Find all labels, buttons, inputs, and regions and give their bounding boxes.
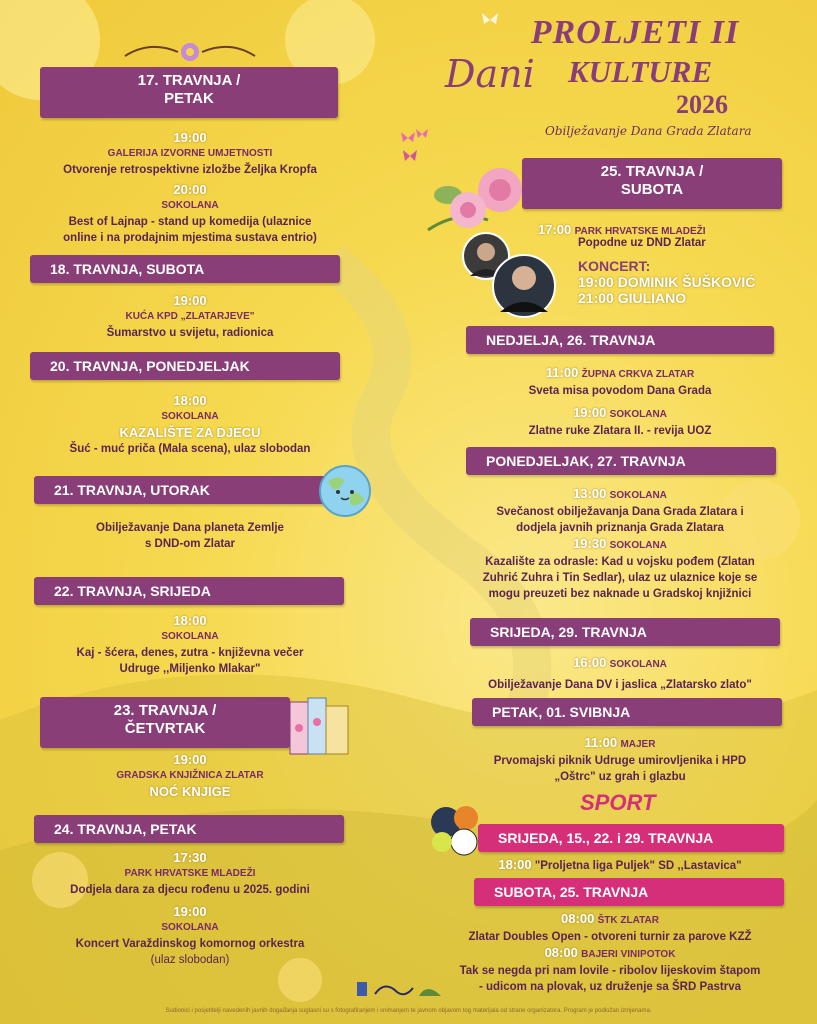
event-place: GRADSKA KNJIŽNICA ZLATAR [116, 770, 264, 781]
event-desc: Otvorenje retrospektivne izložbe Željka Kropfa [63, 164, 317, 176]
event-place: SOKOLANA [609, 409, 667, 420]
header-kulture: KULTURE [568, 54, 713, 89]
event-desc: „Oštrc" uz grah i glazbu [554, 771, 686, 783]
footer-disclaimer: Sudionici i posjetitelji navedenih javnih događanja suglasni su s fotografiranjem i snimanjem te javnom objavom tog materijala od strane organizatora. Program je podložan izmjenama. [165, 1008, 652, 1014]
event-time: 17:30 [173, 850, 207, 865]
event-time: 19:00 [573, 405, 607, 420]
event-17-1 [40, 130, 340, 246]
event-place: ŽUPNA CRKVA ZLATAR [581, 369, 695, 380]
date-banner-24: 24. TRAVNJA, PETAK [34, 815, 344, 843]
event-title: KAZALIŠTE ZA DJECU [119, 425, 261, 440]
event-desc: Zlatar Doubles Open - otvoreni turnir za parove KZŽ [468, 931, 752, 943]
event-place: ŠTK ZLATAR [597, 915, 659, 926]
event-place: MAJER [620, 739, 656, 750]
event-time: 17:00 [538, 222, 572, 237]
event-desc: Best of Lajnap - stand up komedija (ulaznice [68, 216, 312, 228]
event-desc: Zuhrić Zuhra i Tin Sedlar), ulaz uz ulaznice koje se [482, 572, 758, 584]
event-desc: dodjela javnih priznanja Grada Zlatara [516, 522, 724, 534]
event-desc: "Proljetna liga Puljek" SD ,,Lastavica" [534, 860, 742, 872]
event-desc: Prvomajski piknik Udruge umirovljenika i HPD [493, 755, 747, 767]
concert-label: KONCERT: [578, 258, 651, 274]
event-24 [40, 850, 340, 968]
concert-block [578, 258, 755, 306]
concert-item: 19:00 DOMINIK ŠUŠKOVIĆ [578, 274, 756, 290]
event-time: 11:00 [545, 365, 579, 380]
event-25-1 [538, 222, 706, 249]
event-23 [40, 752, 340, 800]
sport-banner-1: SRIJEDA, 15., 22. i 29. TRAVNJA [478, 824, 784, 852]
event-22 [40, 613, 340, 677]
date-17-line2: PETAK [164, 90, 214, 107]
flower-ornament-icon [120, 36, 260, 68]
header-subtitle: Obilježavanje Dana Grada Zlatara [545, 124, 752, 138]
event-desc: Šumarstvo u svijetu, radionica [106, 327, 274, 339]
sport-event-1 [470, 857, 770, 872]
event-time: 19:00 [173, 904, 207, 919]
date-banner-23 [40, 697, 290, 748]
event-27 [455, 486, 785, 602]
event-place: SOKOLANA [609, 540, 667, 551]
event-time: 20:00 [173, 182, 207, 197]
event-time: 18:00 [498, 857, 532, 872]
date-23-line1: 23. TRAVNJA / [113, 702, 217, 719]
date-banner-17 [40, 67, 338, 118]
event-place: PARK HRVATSKE MLADEŽI [124, 868, 256, 879]
event-desc: Obilježavanje Dana planeta Zemlje [96, 522, 284, 534]
event-time: 19:00 [173, 130, 207, 145]
date-25-line2: SUBOTA [620, 181, 684, 198]
event-01 [455, 735, 785, 785]
concert-item: 21:00 GIULIANO [578, 290, 687, 306]
earth-icon [316, 464, 374, 518]
event-20 [40, 393, 340, 457]
event-time: 08:00 [544, 945, 578, 960]
event-desc: online i na prodajnim mjestima sustava entrio) [63, 232, 317, 244]
event-time: 18:00 [173, 393, 207, 408]
header-dani: Dani [445, 52, 535, 96]
event-desc: Šuć - muć priča (Mala scena), ulaz slobodan [69, 443, 311, 455]
event-place: SOKOLANA [609, 659, 667, 670]
event-desc: s DND-om Zlatar [144, 538, 236, 550]
event-time: 13:00 [573, 486, 607, 501]
header-year: 2026 [676, 90, 728, 119]
event-21 [40, 520, 340, 552]
event-desc: Tak se negda pri nam lovile - ribolov lijeskovim štapom [459, 965, 761, 977]
date-banner-01: PETAK, 01. SVIBNJA [472, 698, 782, 726]
event-desc: mogu preuzeti bez naknade u Gradskoj knjižnici [488, 588, 752, 600]
event-time: 08:00 [561, 911, 595, 926]
event-time: 11:00 [584, 735, 618, 750]
event-place: GALERIJA IZVORNE UMJETNOSTI [107, 148, 273, 159]
event-desc: Zlatne ruke Zlatara II. - revija UOZ [528, 425, 712, 437]
event-26 [460, 365, 780, 439]
event-place: SOKOLANA [161, 411, 219, 422]
event-place: BAJERI VINIPOTOK [581, 949, 676, 960]
event-place: SOKOLANA [609, 490, 667, 501]
date-23-line2: ČETVRTAK [124, 720, 206, 737]
date-17-line1: 17. TRAVNJA / [137, 72, 241, 89]
date-banner-25 [522, 158, 782, 209]
butterfly-icon [480, 10, 500, 30]
event-desc: (ulaz slobodan) [150, 954, 230, 966]
event-time: 19:30 [573, 536, 607, 551]
event-place: SOKOLANA [161, 922, 219, 933]
date-banner-22: 22. TRAVNJA, SRIJEDA [34, 577, 344, 605]
event-desc: Udruge ,,Miljenko Mlakar" [119, 663, 261, 675]
event-place: KUĆA KPD „ZLATARJEVE" [125, 311, 255, 322]
event-time: 19:00 [173, 752, 207, 767]
sports-balls-icon [428, 802, 484, 858]
event-18 [40, 293, 340, 341]
event-desc: Popodne uz DND Zlatar [578, 237, 706, 249]
sport-title: SPORT [580, 790, 656, 815]
header-line1: PROLJETI II [530, 14, 740, 51]
date-banner-20: 20. TRAVNJA, PONEDJELJAK [30, 352, 340, 380]
sport-banner-2: SUBOTA, 25. TRAVNJA [474, 878, 784, 906]
event-29 [455, 655, 785, 693]
event-time: 18:00 [173, 613, 207, 628]
date-banner-26: NEDJELJA, 26. TRAVNJA [466, 326, 774, 354]
sponsor-logos [355, 978, 445, 1002]
performers-photo [460, 232, 560, 320]
sport-event-2 [430, 911, 790, 995]
event-desc: Obilježavanje Dana DV i jaslica „Zlatarsko zlato" [488, 679, 752, 691]
event-desc: Dodjela dara za djecu rođenu u 2025. godini [70, 884, 310, 896]
event-desc: Koncert Varaždinskog komornog orkestra [75, 938, 305, 950]
event-time: 19:00 [173, 293, 207, 308]
date-banner-18: 18. TRAVNJA, SUBOTA [30, 255, 340, 283]
event-place: SOKOLANA [161, 200, 219, 211]
event-desc: Kazalište za odrasle: Kad u vojsku pođem (Zlatan [485, 556, 755, 568]
event-desc: - udicom na plovak, uz druženje sa ŠRD Pastrva [478, 981, 742, 993]
event-place: SOKOLANA [161, 631, 219, 642]
event-title: NOĆ KNJIGE [149, 784, 231, 799]
event-place: PARK HRVATSKE MLADEŽI [574, 226, 706, 237]
event-desc: Sveta misa povodom Dana Grada [528, 385, 712, 397]
date-25-line1: 25. TRAVNJA / [600, 163, 704, 180]
event-desc: Svečanost obilježavanja Dana Grada Zlatara i [496, 506, 744, 518]
date-banner-21: 21. TRAVNJA, UTORAK [34, 476, 340, 504]
event-desc: Kaj - šćera, denes, zutra - književna večer [76, 647, 304, 659]
date-banner-27: PONEDJELJAK, 27. TRAVNJA [466, 447, 776, 475]
event-time: 16:00 [573, 655, 607, 670]
date-banner-29: SRIJEDA, 29. TRAVNJA [470, 618, 780, 646]
